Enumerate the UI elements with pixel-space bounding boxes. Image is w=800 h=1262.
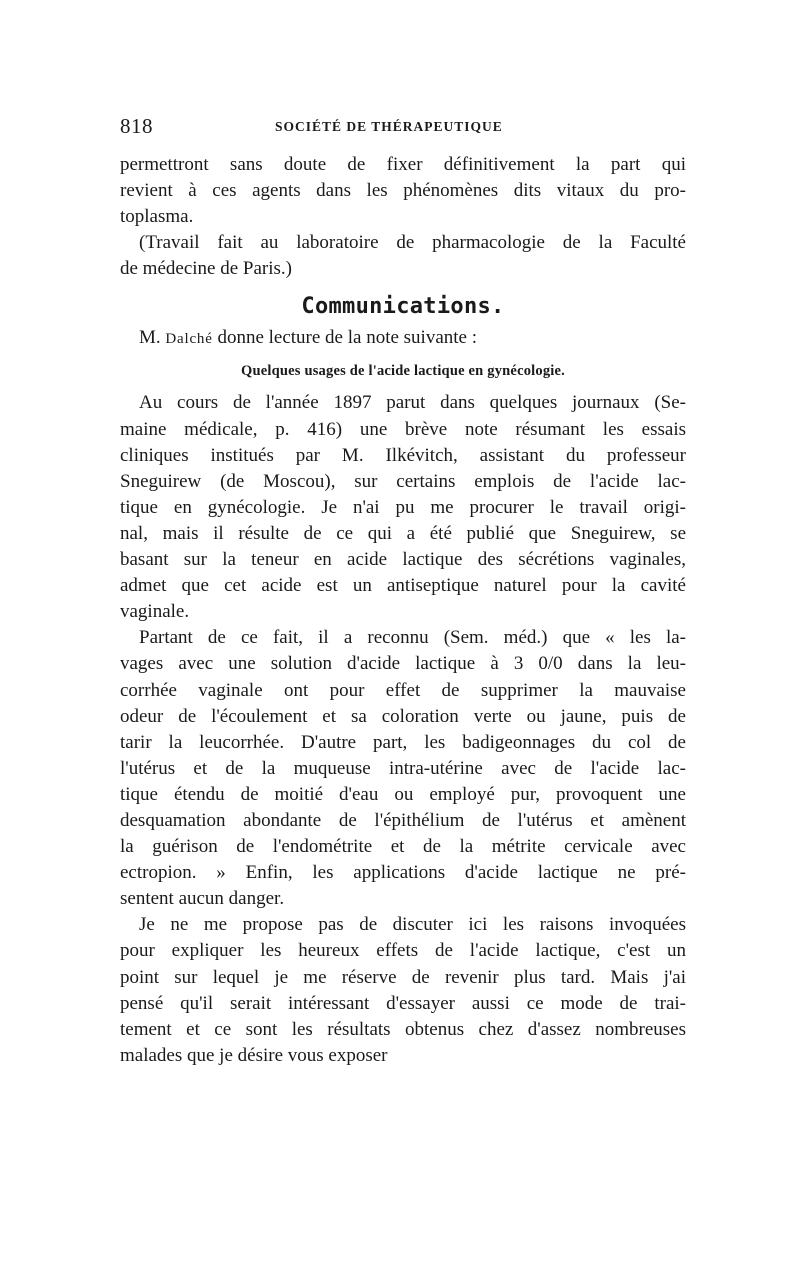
page-header <box>120 114 686 142</box>
paragraph-quote <box>120 625 686 912</box>
text-line: vages avec une solution d'acide lactique à 3 0/0 dans la leu- <box>120 653 686 675</box>
text-line: ectropion. » Enfin, les applications d'acide lactique ne pré- <box>120 862 686 884</box>
page-number: 818 <box>120 114 153 138</box>
running-head: SOCIÉTÉ DE THÉRAPEUTIQUE <box>275 119 503 134</box>
text-line: tique en gynécologie. Je n'ai pu me procurer le travail origi- <box>120 496 686 518</box>
text-line: tique étendu de moitié d'eau ou employé pur, provoquent une <box>120 783 686 805</box>
text-line: (Travail fait au laboratoire de pharmacologie de la Faculté <box>139 232 686 254</box>
intro-rest: donne lecture de la note suivante : <box>212 327 478 349</box>
page-body <box>120 152 686 1069</box>
text-line: pensé qu'il serait intéressant d'essayer aussi ce mode de trai- <box>120 992 686 1014</box>
paragraph-1897 <box>120 390 686 625</box>
text-line: toplasma. <box>120 206 194 228</box>
text-line: corrhée vaginale ont pour effet de supprimer la mauvaise <box>120 679 686 701</box>
text-line: cliniques institués par M. Ilkévitch, assistant du professeur <box>120 444 686 466</box>
text-line: Partant de ce fait, il a reconnu (Sem. méd.) que « les la- <box>139 627 686 649</box>
text-line: malades que je désire vous exposer <box>120 1044 388 1066</box>
article-subtitle: Quelques usages de l'acide lactique en gynécologie. <box>241 363 565 380</box>
text-line: maine médicale, p. 416) une brève note résumant les essais <box>120 418 686 440</box>
author-name: Dalché <box>165 331 213 348</box>
text-line: nal, mais il résulte de ce qui a été publié que Sneguirew, se <box>120 522 686 544</box>
text-line: tement et ce sont les résultats obtenus chez d'assez nombreuses <box>120 1018 686 1040</box>
paragraph-conclusion <box>120 152 686 230</box>
text-line: odeur de l'écoulement et sa coloration verte ou jaune, puis de <box>120 705 686 727</box>
text-line: revient à ces agents dans les phénomènes dits vitaux du pro- <box>120 180 686 202</box>
text-line: desquamation abondante de l'épithélium de l'utérus et amènent <box>120 809 686 831</box>
text-line: pour expliquer les heureux effets de l'acide lactique, c'est un <box>120 940 686 962</box>
text-line: sentent aucun danger. <box>120 888 285 910</box>
text-line: l'utérus et de la muqueuse intra-utérine avec de l'acide lac- <box>120 757 686 779</box>
text-line: permettront sans doute de fixer définitivement la part qui <box>120 154 686 175</box>
paragraph-proposal <box>120 912 686 1069</box>
text-line: point sur lequel je me réserve de revenir plus tard. Mais j'ai <box>120 966 686 988</box>
text-line: tarir la leucorrhée. D'autre part, les badigeonnages du col de <box>120 731 686 753</box>
text-line: Je ne me propose pas de discuter ici les raisons invoquées <box>139 914 686 936</box>
section-title: Communications. <box>301 294 505 320</box>
text-line: vaginale. <box>120 601 190 623</box>
paragraph-affiliation <box>120 230 686 282</box>
intro-line <box>120 325 686 352</box>
text-line: admet que cet acide est un antiseptique naturel pour la cavité <box>120 575 686 597</box>
text-line: la guérison de l'endométrite et de la métrite cervicale avec <box>120 836 686 858</box>
text-line: basant sur la teneur en acide lactique des sécrétions vaginales, <box>120 549 686 571</box>
text-line: Au cours de l'année 1897 parut dans quelques journaux (Se- <box>139 392 686 414</box>
text-line: Sneguirew (de Moscou), sur certains emplois de l'acide lac- <box>120 470 686 492</box>
text-line: de médecine de Paris.) <box>120 258 292 280</box>
intro-prefix: M. <box>139 327 166 349</box>
